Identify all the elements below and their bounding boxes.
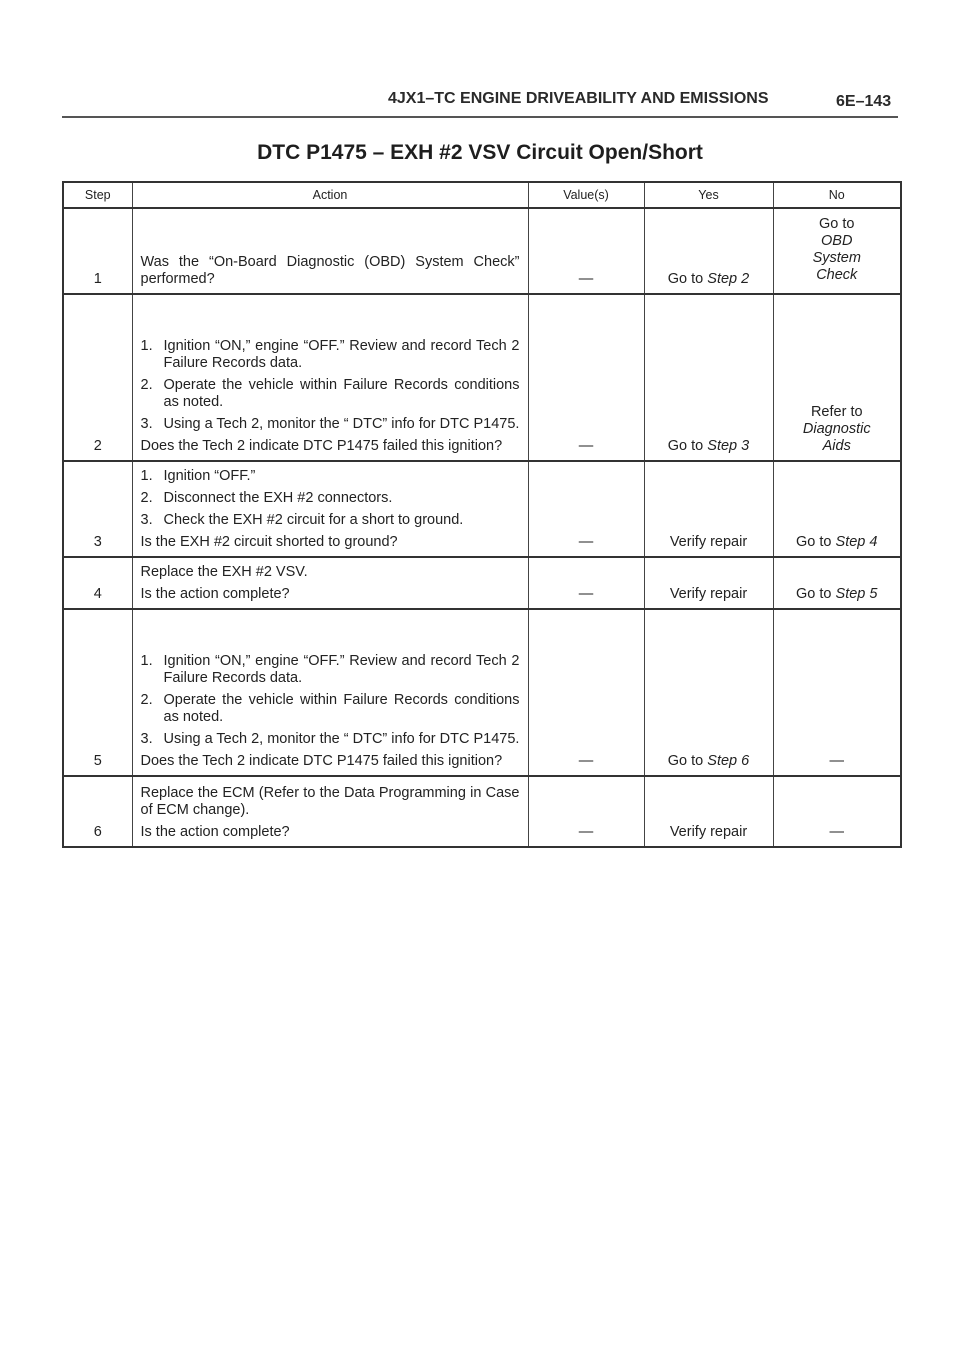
yes-text: Go to	[667, 753, 708, 769]
no-cell	[773, 461, 901, 557]
no-cell	[773, 557, 901, 609]
action-cell	[132, 208, 528, 294]
yes-text: Verify repair	[669, 824, 748, 840]
no-link[interactable]: OBD System Check	[812, 233, 861, 283]
action-cell	[132, 557, 528, 609]
value-cell: —	[528, 294, 644, 461]
action-question: Does the Tech 2 indicate DTC P1475 failed this ignition?	[140, 753, 503, 769]
no-cell	[773, 294, 901, 461]
yes-cell	[644, 461, 773, 557]
action-question: Was the “On-Board Diagnostic (OBD) System Check” performed?	[140, 254, 520, 287]
action-question: Is the EXH #2 circuit shorted to ground?	[140, 534, 398, 550]
yes-cell	[644, 208, 773, 294]
yes-cell	[644, 776, 773, 847]
action-question: Is the action complete?	[140, 586, 290, 602]
action-list-item: 1. Ignition “ON,” engine “OFF.” Review and record Tech 2 Failure Records data.	[140, 653, 520, 686]
page-number: 6E–143	[836, 93, 892, 110]
no-text: —	[829, 824, 844, 840]
action-cell	[132, 461, 528, 557]
action-cell	[132, 776, 528, 847]
value-cell: —	[528, 776, 644, 847]
column-header-action: Action	[132, 182, 528, 208]
document-title: DTC P1475 – EXH #2 VSV Circuit Open/Short	[257, 141, 703, 164]
yes-cell	[644, 609, 773, 776]
yes-cell	[644, 294, 773, 461]
action-list-item: 3. Using a Tech 2, monitor the “ DTC” info for DTC P1475.	[140, 731, 520, 747]
table-row	[63, 609, 901, 776]
diagnostic-table	[62, 181, 902, 848]
column-header-yes: Yes	[644, 182, 773, 208]
step-number: 2	[63, 294, 132, 461]
action-question: Does the Tech 2 indicate DTC P1475 failed this ignition?	[140, 438, 503, 454]
column-header-values: Value(s)	[528, 182, 644, 208]
action-list-item: 3. Check the EXH #2 circuit for a short to ground.	[140, 512, 464, 528]
table-row	[63, 461, 901, 557]
yes-link[interactable]: Step 2	[707, 271, 750, 287]
yes-text: Verify repair	[669, 534, 748, 550]
yes-cell	[644, 557, 773, 609]
action-cell	[132, 294, 528, 461]
value-cell: —	[528, 461, 644, 557]
action-list-item: 3. Using a Tech 2, monitor the “ DTC” info for DTC P1475.	[140, 416, 520, 432]
action-instruction: Replace the EXH #2 VSV.	[140, 564, 308, 580]
step-number: 3	[63, 461, 132, 557]
table-row	[63, 776, 901, 847]
action-question: Is the action complete?	[140, 824, 290, 840]
value-cell: —	[528, 208, 644, 294]
action-list-item: 1. Ignition “OFF.”	[140, 468, 256, 484]
action-list-item: 2. Disconnect the EXH #2 connectors.	[140, 490, 393, 506]
column-header-step: Step	[63, 182, 132, 208]
no-link[interactable]: Step 5	[835, 586, 878, 602]
running-header-title: 4JX1–TC ENGINE DRIVEABILITY AND EMISSIONS	[388, 90, 769, 107]
no-text: Refer to	[810, 404, 863, 420]
no-text: Go to	[796, 586, 836, 602]
no-link[interactable]: Step 4	[835, 534, 878, 550]
value-cell: —	[528, 557, 644, 609]
step-number: 6	[63, 776, 132, 847]
yes-link[interactable]: Step 3	[707, 438, 750, 454]
action-list-item: 2. Operate the vehicle within Failure Records conditions as noted.	[140, 377, 520, 410]
action-list-item: 2. Operate the vehicle within Failure Records conditions as noted.	[140, 692, 520, 725]
action-instruction: Replace the ECM (Refer to the Data Programming in Case of ECM change).	[140, 785, 520, 818]
yes-link[interactable]: Step 6	[707, 753, 750, 769]
header-divider	[62, 116, 898, 118]
no-cell	[773, 609, 901, 776]
no-text: Go to	[796, 534, 836, 550]
step-number: 5	[63, 609, 132, 776]
no-text: —	[829, 753, 844, 769]
yes-text: Go to	[667, 271, 708, 287]
action-cell	[132, 609, 528, 776]
table-header-row	[63, 182, 901, 208]
no-cell	[773, 776, 901, 847]
table-row	[63, 557, 901, 609]
yes-text: Go to	[667, 438, 708, 454]
no-text: Go to	[819, 216, 855, 232]
no-cell	[773, 208, 901, 294]
step-number: 1	[63, 208, 132, 294]
action-list-item: 1. Ignition “ON,” engine “OFF.” Review and record Tech 2 Failure Records data.	[140, 338, 520, 371]
step-number: 4	[63, 557, 132, 609]
value-cell: —	[528, 609, 644, 776]
no-link[interactable]: Diagnostic Aids	[802, 421, 871, 454]
table-row	[63, 208, 901, 294]
table-row	[63, 294, 901, 461]
yes-text: Verify repair	[669, 586, 748, 602]
column-header-no: No	[773, 182, 901, 208]
